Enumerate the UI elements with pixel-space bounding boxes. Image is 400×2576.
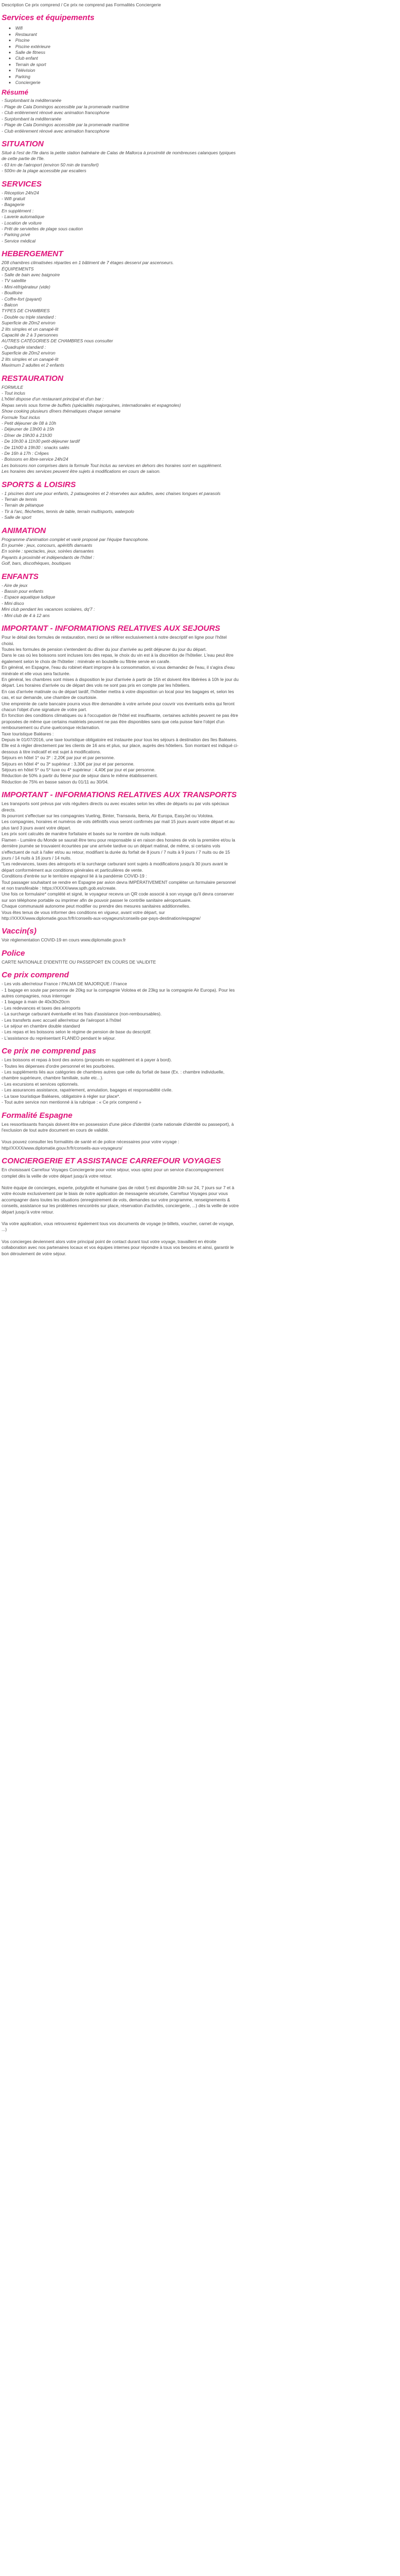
text-line: En journée : jeux, concours, apéritifs dansants: [2, 543, 92, 548]
services2-title: SERVICES: [2, 179, 42, 189]
text-line: remboursement ou d'une quelconque réclamation.: [2, 725, 100, 731]
text-line: - Club entièrement rénové avec animation francophone: [2, 110, 110, 116]
important-sejours-title: IMPORTANT - INFORMATIONS RELATIVES AUX SEJOURS: [2, 624, 221, 633]
text-line: Elle est à régler directement par les clients de 16 ans et plus, sur place, auprès des hôteliers. Son montant est indiqué ci-: [2, 743, 239, 749]
text-line: En fonction des conditions climatiques ou à l'occupation de l'hôtel est insuffisante, certaines activités peuvent ne pas être: [2, 713, 239, 718]
text-line: - Les vols aller/retour France / PALMA DE MAJORQUE / France: [2, 981, 127, 987]
text-line: Les compagnies, horaires et numéros de vols définitifs vous seront confirmés par mail 15 jours avant votre départ et au: [2, 819, 235, 825]
conciergerie-title: CONCIERGERIE ET ASSISTANCE CARREFOUR VOYAGES: [2, 1156, 221, 1166]
text-line: "Les redevances, taxes des aéroports et la surcharge carburant sont sujets à modifications jusqu'à 30 jours avant le: [2, 861, 228, 867]
text-line: - Déjeuner de 13h00 à 15h: [2, 426, 54, 432]
police-title: Police: [2, 948, 25, 958]
text-line: votre écoute exclusivement par le biais de notre application de messagerie sécurisée, Carrefour Voyages pour vous: [2, 1191, 228, 1197]
list-item: • Wifi: [15, 25, 396, 31]
text-line: Payants à proximité et indépendants de l'hôtel :: [2, 554, 94, 560]
text-line: - Double ou triple standard :: [2, 314, 56, 320]
text-line: Depuis le 01/07/2016, une taxe touristique obligatoire est instaurée pour tous les séjours à destination des îles Baléares.: [2, 737, 237, 742]
text-line: - TV satellite: [2, 278, 26, 284]
animation-title: ANIMATION: [2, 526, 46, 535]
text-line: - Toutes les dépenses d'ordre personnel et les pourboires.: [2, 1063, 116, 1069]
text-line: Tout passager souhaitant se rendre en Espagne par avion devra IMPÉRATIVEMENT compléter un formulaire personnel: [2, 879, 236, 885]
hebergement-block: [2, 260, 396, 368]
list-item: • Club enfant: [15, 55, 396, 61]
text-line: - Mini-réfrigérateur (vide): [2, 284, 51, 290]
text-line: - Bagagerie: [2, 202, 25, 208]
text-line: - De 16h à 17h : Crêpes: [2, 450, 49, 456]
text-line: bon déroulement de votre séjour.: [2, 1250, 66, 1256]
text-line: accompagner dans toutes les situations (enregistrement de vols, demandes sur votre programme, renseignements &: [2, 1197, 230, 1202]
text-line: Superficie de 20m2 environ: [2, 320, 55, 326]
list-item: • Piscine extérieure: [15, 44, 396, 50]
text-line: Mini club pendant les vacances scolaires, dq'7 :: [2, 606, 95, 612]
text-line: - 1 bagage en soute par personne de 20kg sur la compagnie Volotea et de 23kg sur la compagnie Air Europa). Pour les: [2, 987, 235, 993]
text-line: chacun l'objet d'une signature de votre part.: [2, 706, 87, 712]
text-line: - 63 km de l'aéroport (environ 50 min de transfert): [2, 162, 99, 167]
text-line: chambre supérieure, chambre familiale, suite etc...).: [2, 1075, 103, 1081]
prix-pas-block: [2, 1057, 396, 1105]
text-line: - Parking privé: [2, 232, 30, 238]
list-item: • Télévision: [15, 68, 396, 73]
text-line: - Terrain de pétanque: [2, 502, 44, 508]
text-line: - Plage de Cala Domingos accessible par la promenade maritime: [2, 122, 129, 128]
text-line: Golf, bars, discothèques, boutiques: [2, 561, 71, 566]
sports-title: SPORTS & LOISIRS: [2, 480, 76, 489]
text-line: Réduction de 75% en basse saison du 01/11 au 30/04.: [2, 779, 109, 785]
formalite-title: Formalité Espagne: [2, 1110, 73, 1120]
text-line: Programme d'animation complet et varié proposé par l'équipe francophone.: [2, 536, 149, 542]
text-line: jours / 14 nuits à 16 jours / 14 nuits.: [2, 855, 72, 861]
sports-block: [2, 491, 396, 521]
text-line: - Les redevances et taxes des aéroports: [2, 1005, 81, 1011]
resume-title: Résumé: [2, 88, 28, 97]
text-line: - Salle de sport: [2, 515, 32, 520]
text-line: Réduction de 50% à partir du 9ème jour de séjour dans le même établissement.: [2, 773, 158, 779]
text-line: de cette partie de l'île.: [2, 156, 45, 162]
text-line: Les horaires des services peuvent être sujets à modifications en cours de saison.: [2, 469, 161, 474]
prix-pas-title: Ce prix ne comprend pas: [2, 1047, 97, 1056]
hebergement-title: HEBERGEMENT: [2, 249, 63, 259]
text-line: L'hôtel dispose d'un restaurant principal et d'un bar :: [2, 396, 104, 402]
text-line: et non transférable : https://XXXX/www.spth.gob.es/create.: [2, 885, 117, 891]
text-line: - Laverie automatique: [2, 214, 45, 220]
text-line: - Les repas et les boissons selon le régime de pension de base du descriptif.: [2, 1029, 151, 1035]
text-line: [2, 1233, 396, 1239]
text-line: départ. Les horaires d'arrivée ou de départ des vols ne sont pas pris en compte par les hôteliers.: [2, 683, 191, 688]
situation-title: SITUATION: [2, 139, 44, 148]
text-line: Repas servis sous forme de buffets (spécialités majorquines, internationales et espagnoles): [2, 402, 181, 408]
text-line: [2, 1133, 396, 1139]
text-line: s'effectuent de nuit à l'aller et/ou au retour, modifiant la durée du forfait de 8 jours / 7 nuits à 9 jours / 7 nuits ou de 15: [2, 849, 230, 855]
text-line: Pour le détail des formules de restauration, merci de se référer exclusivement à notre descriptif en ligne pour l'hôtel: [2, 634, 227, 640]
text-line: - Quadruple standard :: [2, 344, 46, 350]
text-line: - Surplombant la méditerranée: [2, 98, 62, 104]
text-line: Séjours en hôtel 4* ou 3* supérieur : 3,30€ par jour et par personne.: [2, 761, 135, 767]
text-line: Une fois ce formulaire* complété et signé, le voyageur recevra un QR code associé à son voyage qu'il devra conserver: [2, 891, 234, 897]
text-line: Toutes les formules de pension s'entendent du dîner du jour d'arrivée au petit déjeuner du jour du départ.: [2, 646, 207, 652]
text-line: 208 chambres climatisées réparties en 1 bâtiment de 7 étages desservi par ascenseurs.: [2, 260, 174, 266]
services-list: [2, 25, 396, 86]
text-line: En général, en Espagne, l'eau du robinet étant impropre à la consommation, si vous demandez de l'eau, il s'agira d'eau: [2, 665, 235, 670]
restauration-title: RESTAURATION: [2, 374, 63, 383]
text-line: - Wifi gratuit: [2, 195, 25, 201]
text-line: Séjours en hôtel 1* ou 3* : 2,20€ par jour et par personne.: [2, 755, 115, 761]
prix-comprend-title: Ce prix comprend: [2, 970, 69, 980]
text-line: - Salle de bain avec baignoire: [2, 272, 60, 277]
text-line: - L'assistance du représentant FLANEO pendant le séjour.: [2, 1035, 116, 1041]
text-line: - La surcharge carburant éventuelle et les frais d'assistance (non-remboursables).: [2, 1011, 162, 1017]
prix-comprend-block: [2, 981, 396, 1041]
text-line: directs.: [2, 807, 16, 813]
text-line: - Terrain de tennis: [2, 497, 37, 502]
text-line: Via votre application, vous retrouverez également tous vos documents de voyage (e-billets, voucher, carnet de voyage,: [2, 1220, 234, 1226]
important-transports-title: IMPORTANT - INFORMATIONS RELATIVES AUX TRANSPORTS: [2, 790, 237, 800]
text-line: - Dîner de 19h30 à 21h30: [2, 432, 52, 438]
formalite-block: [2, 1122, 396, 1152]
situation-block: [2, 150, 396, 174]
text-line: - Les suppléments liés aux catégories de chambres autres que celle du forfait de base (Ex. : chambre individuelle,: [2, 1069, 225, 1075]
text-line: Flamen - Lumière du Monde se saurait être tenu pour responsable si en raison des horaires de vols la première et/ou la: [2, 837, 235, 843]
text-line: FORMULE: [2, 384, 23, 390]
services-title: Services et équipements: [2, 13, 94, 23]
text-line: - De 11h00 à 19h30 : snacks salés: [2, 444, 70, 450]
text-line: - Surplombant la méditerranée: [2, 116, 62, 122]
text-line: Situé à l'est de l'île dans la petite station balnéaire de Calas de Mallorca à proximité de nombreuses calanques typiques: [2, 150, 236, 155]
list-item: • Restaurant: [15, 32, 396, 38]
text-line: Les boissons non comprises dans la formule Tout inclus au services en dehors des horaires sont en supplément.: [2, 462, 222, 468]
text-line: - Plage de Cala Domingos accessible par la promenade maritime: [2, 104, 129, 109]
text-line: autres compagnies, nous interroger: [2, 993, 71, 998]
list-item: • Parking: [15, 74, 396, 80]
text-line: En cas d'arrivée matinale ou de départ tardif, l'hôtelier mettra à votre disposition un local pour les bagages et, selon les: [2, 688, 234, 694]
enfants-block: [2, 583, 396, 619]
text-line: Capacité de 2 à 3 personnes: [2, 332, 59, 338]
list-item: • Terrain de sport: [15, 62, 396, 68]
text-line: - Tir à l'arc, fléchettes, tennis de table, terrain multisports, waterpolo: [2, 508, 135, 514]
important-sejours-block: [2, 634, 396, 785]
text-line: Vous êtes tenus de vous informer des conditions en vigueur, avant votre départ, sur: [2, 909, 165, 915]
vaccin-title: Vaccin(s): [2, 927, 37, 936]
text-line: Séjours en hôtel 5* ou 5* luxe ou 4* supérieur : 4,40€ par jour et par personne.: [2, 767, 156, 773]
list-item: • Salle de fitness: [15, 50, 396, 55]
text-line: - Boissons en libre-service 24h/24: [2, 456, 69, 462]
text-line: Les prix sont calculés de manière forfaitaire et basés sur le nombre de nuits indiqué.: [2, 831, 167, 837]
text-line: Superficie de 20m2 environ: [2, 350, 55, 356]
text-line: 2 lits simples et un canapé-lit: [2, 356, 59, 362]
text-line: Conditions d'entrée sur le territoire espagnol lié à la pandémie COVID-19 :: [2, 873, 147, 879]
text-line: http//XXXX/www.diplomatie.gouv.fr/fr/conseils-aux-voyageurs/: [2, 1145, 122, 1151]
text-line: - Coffre-fort (payant): [2, 296, 42, 302]
text-line: Maximum 2 adultes et 2 enfants: [2, 362, 64, 368]
text-line: Voir réglementation COVID-19 en cours www.diplomatie.gouv.fr: [2, 937, 126, 943]
text-line: 2 lits simples et un canapé-lit: [2, 326, 59, 332]
text-line: En soirée : spectacles, jeux, soirées dansantes: [2, 548, 94, 554]
text-line: - Mini disco: [2, 600, 24, 606]
text-line: cas, et sur demande, une chambre de courtoisie.: [2, 695, 98, 701]
text-line: En choisissant Carrefour Voyages Conciergerie pour votre séjour, vous optez pour un service d'accompagnement: [2, 1167, 224, 1173]
text-line: proposées de même que certains matériels peuvent ne pas être disponibles sans que cela puisse faire l'objet d'un: [2, 718, 225, 724]
text-line: Les transports sont prévus par vols réguliers directs ou avec escales selon les villes de départs ou par vols spéciaux: [2, 801, 230, 807]
text-line: Les ressortissants français doivent être en possession d'une pièce d'identité (carte nationale d'identité ou passeport), à: [2, 1121, 234, 1127]
restauration-block: [2, 385, 396, 475]
text-line: complet dès la veille de votre départ jusqu'à votre retour.: [2, 1173, 112, 1179]
text-line: dessous à titre indicatif et est sujet à modifications.: [2, 749, 101, 754]
text-line: - Location de voiture: [2, 220, 42, 226]
text-line: choisi.: [2, 640, 14, 646]
conciergerie-block: [2, 1167, 396, 1257]
text-line: - De 10h30 à 11h30 petit-déjeuner tardif: [2, 438, 80, 444]
text-line: [2, 1215, 396, 1221]
text-line: Show cooking plusieurs dîners thématiques chaque semaine: [2, 408, 121, 414]
text-line: départ jusqu'à votre retour.: [2, 1209, 54, 1215]
text-line: Ils pourront s'effectuer sur les compagnies Vueling, Binter, Transavia, Iberia, Air Europa, EasyJet ou Volotea.: [2, 813, 214, 819]
text-line: Vos concierges deviennent alors votre principal point de contact durant tout votre voyage, travaillent en étroite: [2, 1238, 216, 1244]
text-line: [2, 1179, 396, 1185]
text-line: En général, les chambres sont mises à disposition le jour d'arrivée à partir de 15h et doivent être libérées à 10h le jour du: [2, 676, 239, 682]
text-line: - Les excursions et services optionnels.: [2, 1081, 79, 1087]
text-line: - Réception 24h/24: [2, 190, 39, 195]
text-line: CARTE NATIONALE D'IDENTITE OU PASSEPORT EN COURS DE VALIDITE: [2, 959, 156, 965]
text-line: - Petit déjeuner de 08 à 10h: [2, 420, 56, 426]
text-line: ...): [2, 1227, 7, 1233]
text-line: - Les boissons et repas à bord des avions (proposés en supplément et à payer à bord).: [2, 1057, 172, 1063]
text-line: dernière journée se trouvaient écourtées par une arrivée tardive ou un départ matinal, de même, si certains vols: [2, 843, 221, 849]
text-line: départ conformément aux conditions générales et particulières de vente.: [2, 867, 144, 873]
important-transports-block: [2, 801, 396, 921]
text-line: Notre équipe de concierges, experte, polyglotte et humaine (pas de robot !) est disponible 24h sur 24, 7 jours sur 7 et à: [2, 1184, 234, 1190]
text-line: ÉQUIPEMENTS: [2, 266, 34, 272]
text-line: Taxe touristique Baléares :: [2, 731, 54, 736]
text-line: TYPES DE CHAMBRES: [2, 308, 50, 314]
text-line: - Bouilloire: [2, 290, 23, 296]
animation-block: [2, 537, 396, 567]
resume-block: [2, 98, 396, 134]
text-line: collaboration avec nos partenaires locaux et vos équipes internes pour répondre à tous vos besoins et ainsi, garantir le: [2, 1245, 234, 1250]
list-item: • Conciergerie: [15, 80, 396, 86]
text-line: - Les transferts avec accueil aller/retour de l'aéroport à l'hôtel: [2, 1017, 121, 1023]
text-line: http://XXXX/www.diplomatie.gouv.fr/fr/conseils-aux-voyageurs/conseils-par-pays-destination/espagne/: [2, 915, 201, 921]
text-line: - 1 piscines dont une pour enfants, 2 pataugeoires et 2 réservées aux adultes, avec chaises longues et parasols: [2, 490, 221, 496]
text-line: minérale et elle vous sera facturée.: [2, 670, 71, 676]
text-line: plus tard 3 jours avant votre départ.: [2, 825, 71, 830]
text-line: - 500m de la plage accessible par escaliers: [2, 168, 87, 174]
text-line: - Mini club de 4 à 12 ans: [2, 612, 50, 618]
text-line: conseils, assistance sur les problèmes rencontrés sur place, réservation d'activités, conciergerie, ...) dès la veille de votre: [2, 1203, 239, 1209]
text-line: Dans le cas où les boissons sont incluses lors des repas, le choix du vin est à la discrétion de l'hôtelier. L'eau peut être: [2, 652, 234, 658]
text-line: également selon le choix de l'hôtelier : minérale en bouteille ou filtrée servie en carafe.: [2, 658, 171, 664]
text-line: En supplément :: [2, 208, 34, 213]
text-line: - Les assurances assistance, rapatriement, annulation, bagages et responsabilité civile.: [2, 1087, 173, 1093]
text-line: - Service médical: [2, 238, 36, 244]
text-line: - Tout inclus: [2, 390, 25, 396]
enfants-title: ENFANTS: [2, 572, 39, 581]
text-line: - Espace aquatique ludique: [2, 594, 55, 600]
intro-line: Description Ce prix comprend / Ce prix ne comprend pas Formalités Conciergerie: [2, 2, 161, 7]
text-line: - Le séjour en chambre double standard: [2, 1023, 80, 1029]
list-item: • Piscine: [15, 38, 396, 43]
text-line: - Prêt de serviettes de plage sous caution: [2, 226, 83, 231]
text-line: - Bassin pour enfants: [2, 589, 44, 594]
text-line: - Club entièrement rénové avec animation francophone: [2, 128, 110, 134]
services2-block: [2, 190, 396, 245]
text-line: - Balcon: [2, 302, 18, 308]
text-line: - Tout autre service non mentionné à la rubrique : « Ce prix comprend »: [2, 1099, 141, 1105]
text-line: Formule Tout inclus: [2, 414, 40, 420]
text-line: Une empreinte de carte bancaire pourra vous être demandée à votre arrivée pour couvrir vos éventuels extra qui feront: [2, 701, 235, 706]
text-line: - 1 bagage à main de 40x30x20cm: [2, 999, 70, 1005]
text-line: - Aire de jeux: [2, 582, 28, 588]
text-line: AUTRES CATÉGORIES DE CHAMBRES nous consulter: [2, 338, 113, 344]
text-line: sur son téléphone portable ou imprimer afin de pouvoir passer le contrôle sanitaire aéroportuaire.: [2, 897, 192, 903]
page: [0, 0, 400, 1257]
text-line: Chaque communauté autonome peut modifier ou prendre des mesures sanitaires additionnelles.: [2, 903, 191, 909]
text-line: - La taxe touristique Baléares, obligatoire à régler sur place*.: [2, 1093, 120, 1099]
text-line: l'exclusion de tout autre document en cours de validité.: [2, 1127, 109, 1133]
text-line: Vous pouvez consulter les formalités de santé et de police nécessaires pour votre voyage :: [2, 1139, 179, 1145]
